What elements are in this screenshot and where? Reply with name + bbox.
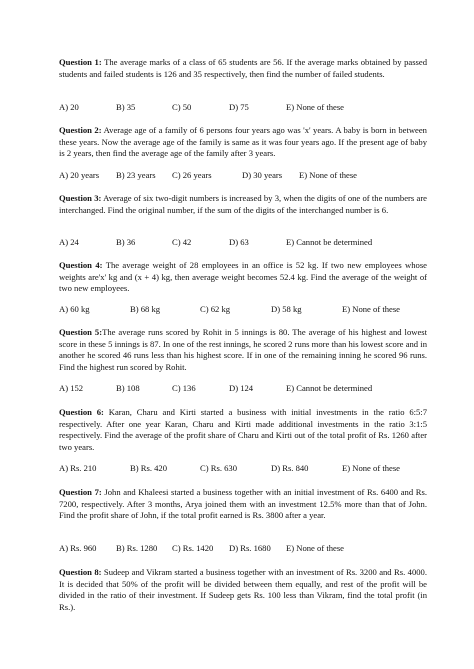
question-3 <box>59 193 427 216</box>
question-3-options <box>59 237 439 249</box>
option-a: A) 152 <box>59 383 84 393</box>
option-e: E) None of these <box>342 304 400 314</box>
option-c: C) Rs. 1420 <box>172 543 214 553</box>
question-text: Sudeep and Vikram started a business together with an investment of Rs. 3200 and Rs. 4000. It is decided that 50% of the profit will be divided between them equally, and rest of the profit will be divided in the ratio of their investment. If Sudeep gets Rs. 100 less than Vikram, find the total profit (in Rs.). <box>59 567 427 612</box>
question-4 <box>59 260 427 295</box>
question-text: Karan, Charu and Kirti started a business with initial investments in the ratio 6:5:7 respectively. After one year Karan, Charu and Kirti made additional investments in the ratio 3:1:5 respectively. Find the average of the profit share of Charu and Kirti out of the total profit of Rs. 1260 after two years. <box>59 407 427 452</box>
option-c: C) 50 <box>172 102 192 112</box>
option-c: C) 62 kg <box>200 304 231 314</box>
option-b: B) Rs. 1280 <box>116 543 158 553</box>
option-b: B) 36 <box>116 237 136 247</box>
option-e: E) Cannot be determined <box>286 237 373 247</box>
option-a: A) 60 kg <box>59 304 90 314</box>
option-c: C) 42 <box>172 237 192 247</box>
option-d: D) 124 <box>229 383 254 393</box>
question-text: The average weight of 28 employees in an office is 52 kg. If two new employees whose weights are'x' kg and (x + 4) kg, then average weight becomes 52.4 kg. Find the average of the weight of two new employees. <box>59 260 427 294</box>
option-c: C) 26 years <box>172 170 212 180</box>
option-a: A) 20 years <box>59 170 100 180</box>
option-d: D) Rs. 1680 <box>229 543 271 553</box>
option-d: D) 58 kg <box>271 304 302 314</box>
option-e: E) None of these <box>342 463 400 473</box>
question-2-options <box>59 170 439 182</box>
option-d: D) 30 years <box>242 170 283 180</box>
option-c: C) 136 <box>172 383 196 393</box>
question-8 <box>59 567 427 613</box>
option-b: B) Rs. 420 <box>130 463 168 473</box>
option-c: C) Rs. 630 <box>200 463 238 473</box>
option-d: D) Rs. 840 <box>271 463 309 473</box>
question-label: Question 5: <box>59 327 103 337</box>
question-text: Average age of a family of 6 persons four years ago was 'x' years. A baby is born in between these years. Now the average age of the family is same as it was four years ago. If the present age of baby is 2 years, then find the average age of the family after 3 years. <box>59 125 427 159</box>
question-7 <box>59 487 427 522</box>
question-1-options <box>59 102 439 114</box>
question-5-options <box>59 383 439 395</box>
option-b: B) 35 <box>116 102 136 112</box>
question-label: Question 3: <box>59 193 102 203</box>
option-e: E) None of these <box>286 543 344 553</box>
option-d: D) 75 <box>229 102 249 112</box>
question-text: The average marks of a class of 65 students are 56. If the average marks obtained by passed students and failed students is 126 and 35 respectively, then find the number of failed students. <box>59 57 427 79</box>
option-b: B) 108 <box>116 383 140 393</box>
question-5 <box>59 327 427 373</box>
option-d: D) 63 <box>229 237 249 247</box>
question-4-options <box>59 304 439 316</box>
question-text: Average of six two-digit numbers is increased by 3, when the digits of one of the numbers are interchanged. Find the original number, if the sum of the digits of the interchanged number is 6. <box>59 193 427 215</box>
option-a: A) 24 <box>59 237 79 247</box>
question-label: Question 4: <box>59 260 103 270</box>
option-a: A) 20 <box>59 102 79 112</box>
question-label: Question 7: <box>59 487 102 497</box>
question-text: John and Khaleesi started a business together with an initial investment of Rs. 6400 and Rs. 7200, respectively. After 3 months, Arya joined them with an investment 12.5% more than that of John. Find the profit share of John, if the total profit earned is Rs. 3800 after a year. <box>59 487 427 521</box>
option-e: E) None of these <box>286 102 344 112</box>
question-6 <box>59 407 427 453</box>
question-label: Question 1: <box>59 57 102 67</box>
question-2 <box>59 125 427 160</box>
question-6-options <box>59 463 439 475</box>
question-label: Question 8: <box>59 567 102 577</box>
question-label: Question 2: <box>59 125 102 135</box>
option-e: E) None of these <box>299 170 357 180</box>
question-1 <box>59 57 427 80</box>
question-text: The average runs scored by Rohit in 5 innings is 80. The average of his highest and lowest score in these 5 innings is 87. In one of the rest innings, he scored 2 runs more than his lowest score and in another he scored 46 runs less than his highest score. If in one of the remaining inning he scored 96 runs. Find the highest run scored by Rohit. <box>59 327 427 372</box>
option-a: A) Rs. 960 <box>59 543 97 553</box>
option-b: B) 23 years <box>116 170 156 180</box>
question-7-options <box>59 543 439 555</box>
option-e: E) Cannot be determined <box>286 383 373 393</box>
option-a: A) Rs. 210 <box>59 463 97 473</box>
option-b: B) 68 kg <box>130 304 161 314</box>
question-label: Question 6: <box>59 407 104 417</box>
